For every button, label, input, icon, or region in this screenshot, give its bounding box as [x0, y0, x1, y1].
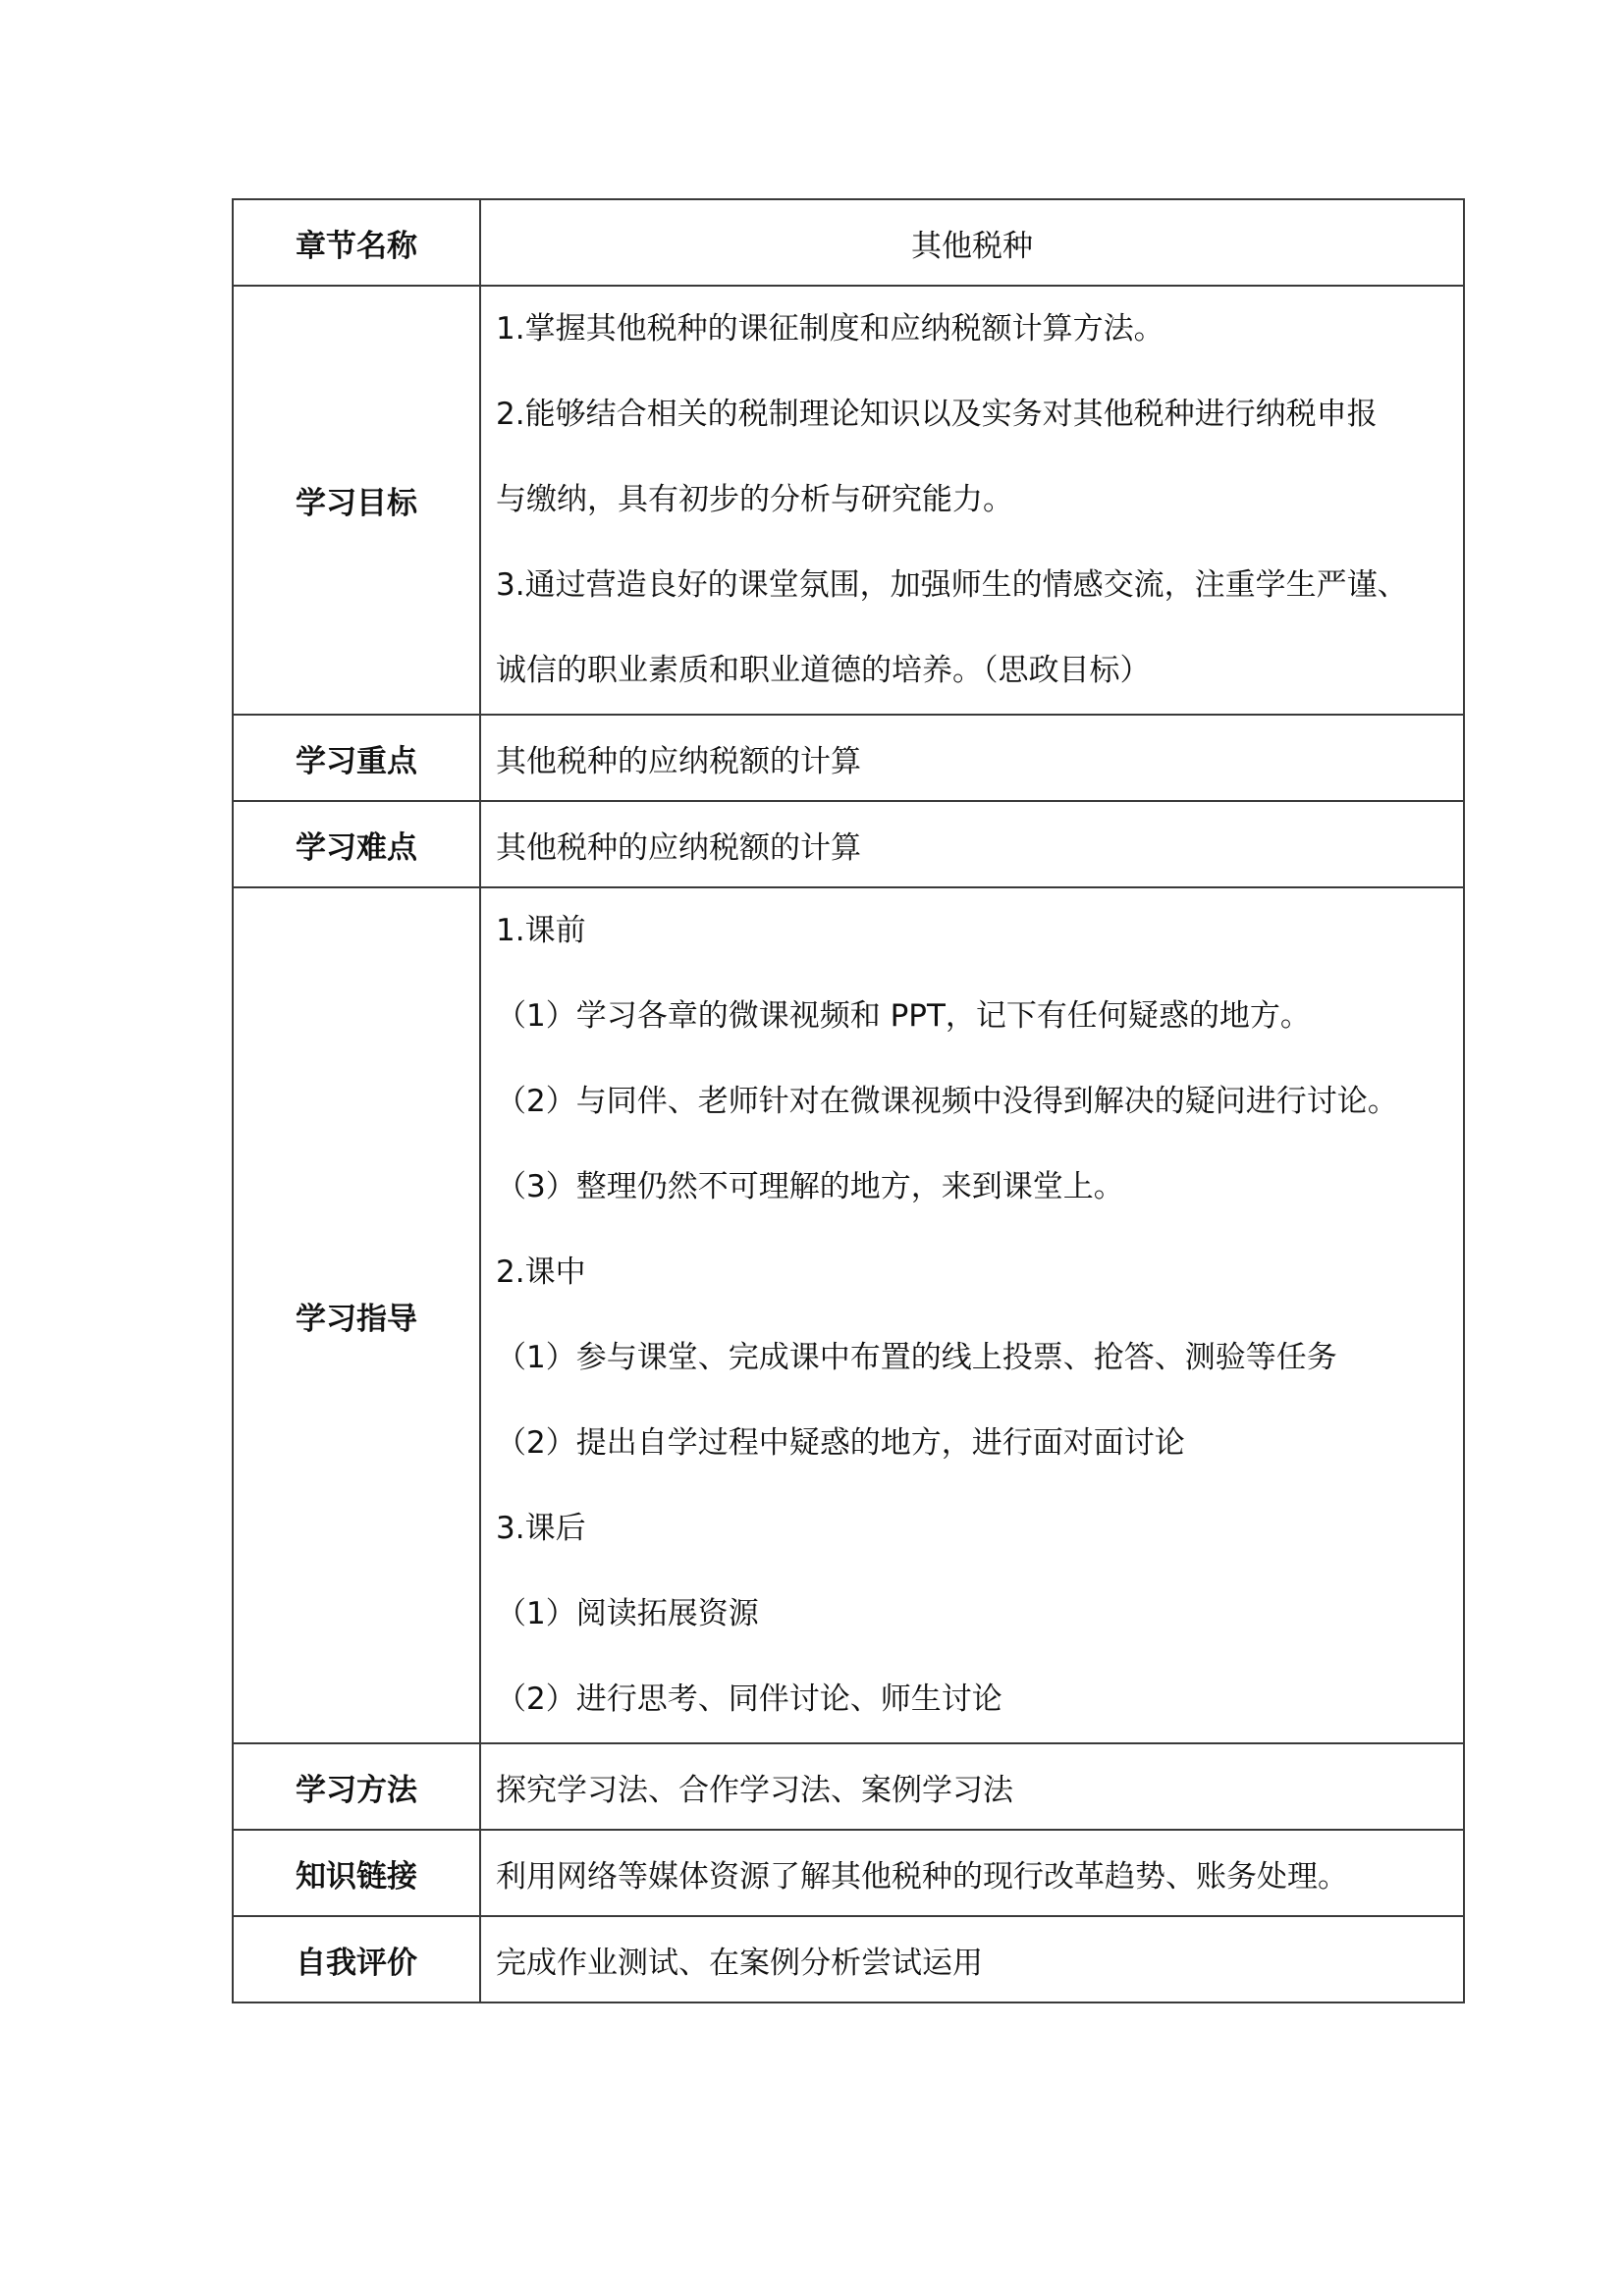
key-points-label: 学习重点: [233, 715, 480, 801]
row-objectives: [233, 286, 1464, 715]
row-guidance: [233, 887, 1464, 1743]
objective-line: 2.能够结合相关的税制理论知识以及实务对其他税种进行纳税申报: [496, 397, 1378, 432]
row-links: [233, 1830, 1464, 1916]
self-eval-value: 完成作业测试、在案例分析尝试运用: [480, 1916, 1464, 2002]
objective-line: 1.掌握其他税种的课征制度和应纳税额计算方法。: [496, 311, 1164, 347]
chapter-label: 章节名称: [233, 199, 480, 286]
difficulties-label: 学习难点: [233, 801, 480, 887]
objective-line: 诚信的职业素质和职业道德的培养。（思政目标）: [496, 653, 1151, 688]
guidance-line: （3）整理仍然不可理解的地方，来到课堂上。: [496, 1169, 1124, 1204]
methods-label: 学习方法: [233, 1743, 480, 1830]
key-points-value: 其他税种的应纳税额的计算: [480, 715, 1464, 801]
objectives-content: [480, 286, 1464, 715]
guidance-content: [480, 887, 1464, 1743]
guidance-line: 3.课后: [496, 1511, 586, 1546]
row-key-points: [233, 715, 1464, 801]
row-self-eval: [233, 1916, 1464, 2002]
objectives-label: 学习目标: [233, 286, 480, 715]
difficulties-value: 其他税种的应纳税额的计算: [480, 801, 1464, 887]
guidance-line: （2）提出自学过程中疑惑的地方，进行面对面讨论: [496, 1425, 1185, 1461]
guidance-line: 2.课中: [496, 1255, 586, 1290]
guidance-label: 学习指导: [233, 887, 480, 1743]
guidance-line: （2）进行思考、同伴讨论、师生讨论: [496, 1682, 1002, 1717]
guidance-line: （2）与同伴、老师针对在微课视频中没得到解决的疑问进行讨论。: [496, 1084, 1398, 1119]
guidance-line: 1.课前: [496, 913, 586, 948]
guidance-line: （1）阅读拓展资源: [496, 1596, 759, 1631]
syllabus-table: [232, 198, 1465, 2003]
row-methods: [233, 1743, 1464, 1830]
chapter-value: 其他税种: [480, 199, 1464, 286]
links-label: 知识链接: [233, 1830, 480, 1916]
self-eval-label: 自我评价: [233, 1916, 480, 2002]
objective-line: 3.通过营造良好的课堂氛围，加强师生的情感交流，注重学生严谨、: [496, 567, 1408, 603]
objective-line: 与缴纳，具有初步的分析与研究能力。: [496, 482, 1013, 517]
row-difficulties: [233, 801, 1464, 887]
methods-value: 探究学习法、合作学习法、案例学习法: [480, 1743, 1464, 1830]
guidance-line: （1）学习各章的微课视频和 PPT，记下有任何疑惑的地方。: [496, 998, 1311, 1034]
links-value: 利用网络等媒体资源了解其他税种的现行改革趋势、账务处理。: [480, 1830, 1464, 1916]
guidance-line: （1）参与课堂、完成课中布置的线上投票、抢答、测验等任务: [496, 1340, 1337, 1375]
row-chapter: [233, 199, 1464, 286]
